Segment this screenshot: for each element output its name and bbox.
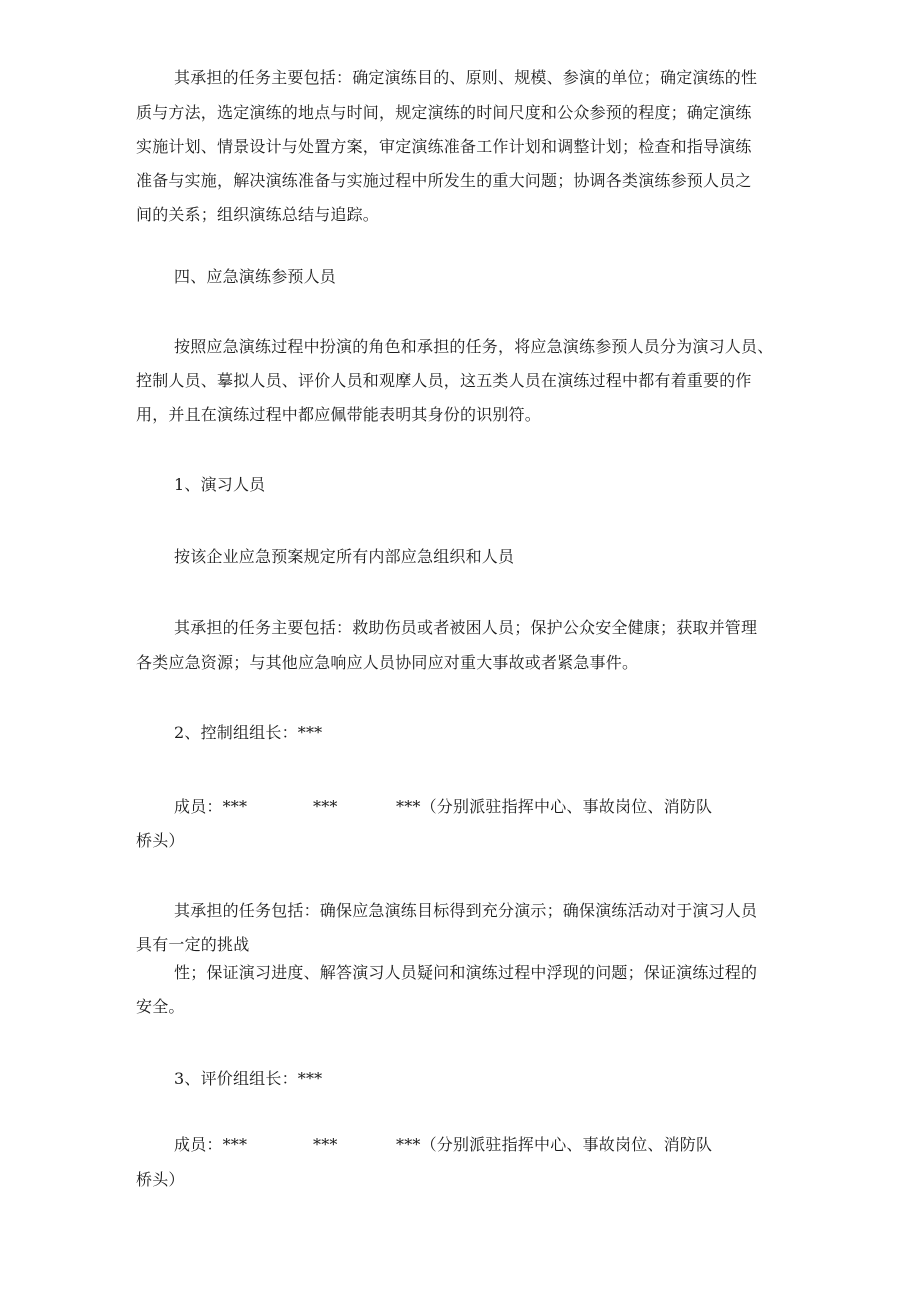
paragraph-4-line-4: 安全。 <box>136 997 185 1016</box>
paragraph-3-line-1: 其承担的任务主要包括：救助伤员或者被困人员；保护公众安全健康；获取并管理 <box>174 618 758 637</box>
item-1-description: 按该企业应急预案规定所有内部应急组织和人员 <box>174 547 515 566</box>
item-3-members-continued: 桥头） <box>136 1170 185 1189</box>
paragraph-3-line-2: 各类应急资源；与其他应急响应人员协同应对重大事故或者紧急事件。 <box>136 653 639 672</box>
paragraph-2-line-3: 用，并且在演练过程中都应佩带能表明其身份的识别符。 <box>136 405 542 424</box>
paragraph-2-line-1: 按照应急演练过程中扮演的角色和承担的任务，将应急演练参预人员分为演习人员、 <box>174 337 774 356</box>
paragraph-2-line-2: 控制人员、摹拟人员、评价人员和观摩人员，这五类人员在演练过程中都有着重要的作 <box>136 371 752 390</box>
item-1-title: 1、演习人员 <box>174 475 266 494</box>
item-3-member-3: ***（分别派驻指挥中心、事故岗位、消防队 <box>396 1135 713 1154</box>
paragraph-4-line-1: 其承担的任务包括：确保应急演练目标得到充分演示；确保演练活动对于演习人员 <box>174 901 758 920</box>
paragraph-1-line-3: 实施计划、情景设计与处置方案，审定演练准备工作计划和调整计划；检查和指导演练 <box>136 137 752 156</box>
paragraph-1-line-4: 准备与实施，解决演练准备与实施过程中所发生的重大问题；协调各类演练参预人员之 <box>136 171 752 190</box>
paragraph-1-line-1: 其承担的任务主要包括：确定演练目的、原则、规模、参演的单位；确定演练的性 <box>174 68 758 87</box>
paragraph-4-line-2: 具有一定的挑战 <box>136 935 250 954</box>
item-2-member-3: ***（分别派驻指挥中心、事故岗位、消防队 <box>396 797 713 816</box>
item-2-title: 2、控制组组长：*** <box>174 723 323 742</box>
section-heading-4: 四、应急演练参预人员 <box>174 267 337 286</box>
item-3-member-2: *** <box>313 1135 338 1154</box>
paragraph-4-line-3: 性；保证演习进度、解答演习人员疑问和演练过程中浮现的问题；保证演练过程的 <box>174 963 758 982</box>
item-2-members-label: 成员：*** <box>174 797 248 816</box>
paragraph-1-line-5: 间的关系；组织演练总结与追踪。 <box>136 205 380 224</box>
item-3-members-label: 成员：*** <box>174 1135 248 1154</box>
item-2-member-2: *** <box>313 797 338 816</box>
item-3-title: 3、评价组组长：*** <box>174 1069 323 1088</box>
paragraph-1-line-2: 质与方法，选定演练的地点与时间，规定演练的时间尺度和公众参预的程度；确定演练 <box>136 103 752 122</box>
item-2-members-continued: 桥头） <box>136 831 185 850</box>
